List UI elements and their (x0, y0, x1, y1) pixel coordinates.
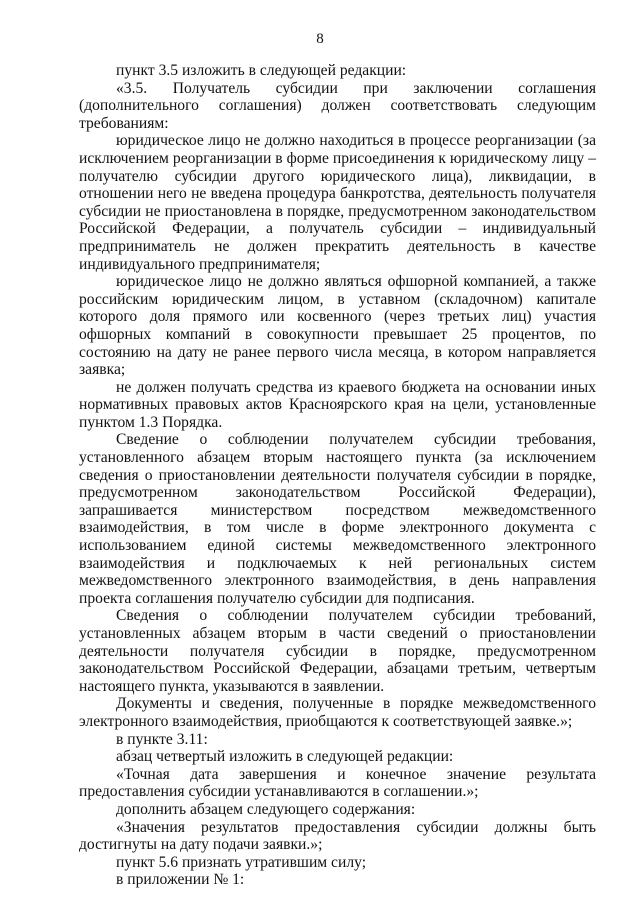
paragraph-10: абзац четвертый изложить в следующей редакции: (116, 748, 454, 766)
paragraph-3: юридическое лицо не должно находиться в процессе реорганизации (за исключением реорганизации в форме присоединения к юридическому лицу – получателю субсидии другого юридического лица), ликвидации, в отношении него не введена процедура банкротства, деятельность получателя субсидии не приостановлена в порядке, предусмотренном законодательством Российской Федерации, а получатель субсидии – индивидуальный предприниматель не должен прекратить деятельность в качестве индивидуального предпринимателя; (79, 132, 596, 273)
paragraph-2: «3.5. Получатель субсидии при заключении соглашения (дополнительного соглашения) должен соответствовать следующим требованиям: (79, 79, 596, 132)
paragraph-5: не должен получать средства из краевого бюджета на основании иных нормативных правовых актов Красноярского края на цели, установленные пунктом 1.3 Порядка. (79, 378, 596, 431)
paragraph-1: пункт 3.5 изложить в следующей редакции: (116, 62, 407, 79)
paragraph-12: дополнить абзацем следующего содержания: (116, 800, 416, 818)
page-number: 8 (316, 31, 324, 47)
document-body (79, 62, 596, 889)
paragraph-13: «Значения результатов предоставления субсидии должны быть достигнуты на дату подачи заявки.»; (79, 818, 596, 854)
paragraph-15: в приложении № 1: (116, 871, 245, 889)
paragraph-4: юридическое лицо не должно являться офшорной компанией, а также российским юридическим лицом, в уставном (складочном) капитале которого доля прямого или косвенного (через третьих лиц) участия офшорных компаний в совокупности превышает 25 процентов, по состоянию на дату не ранее первого числа месяца, в котором направляется заявка; (79, 273, 596, 379)
paragraph-11: «Точная дата завершения и конечное значение результата предоставления субсидии устанавливаются в соглашении.»; (79, 765, 596, 801)
paragraph-7: Сведения о соблюдении получателем субсидии требований, установленных абзацем вторым в части сведений о приостановлении деятельности получателя субсидии в порядке, предусмотренном законодательством Российской Федерации, абзацами третьим, четвертым настоящего пункта, указываются в заявлении. (79, 607, 596, 695)
paragraph-9: в пункте 3.11: (116, 730, 208, 748)
paragraph-14: пункт 5.6 признать утратившим силу; (116, 853, 367, 871)
paragraph-8: Документы и сведения, полученные в порядке межведомственного электронного взаимодействия, приобщаются к соответствующей заявке.»; (79, 695, 596, 730)
paragraph-6: Сведение о соблюдении получателем субсидии требования, установленного абзацем вторым настоящего пункта (за исключением сведения о приостановлении деятельности получателя субсидии в порядке, предусмотренном законодательством Российской Федерации), запрашивается министерством посредством межведомственного взаимодействия, в том числе в форме электронного документа с использованием единой системы межведомственного электронного взаимодействия и подключаемых к ней региональных систем межведомственного электронного взаимодействия, в день направления проекта соглашения получателю субсидии для подписания. (79, 431, 596, 607)
